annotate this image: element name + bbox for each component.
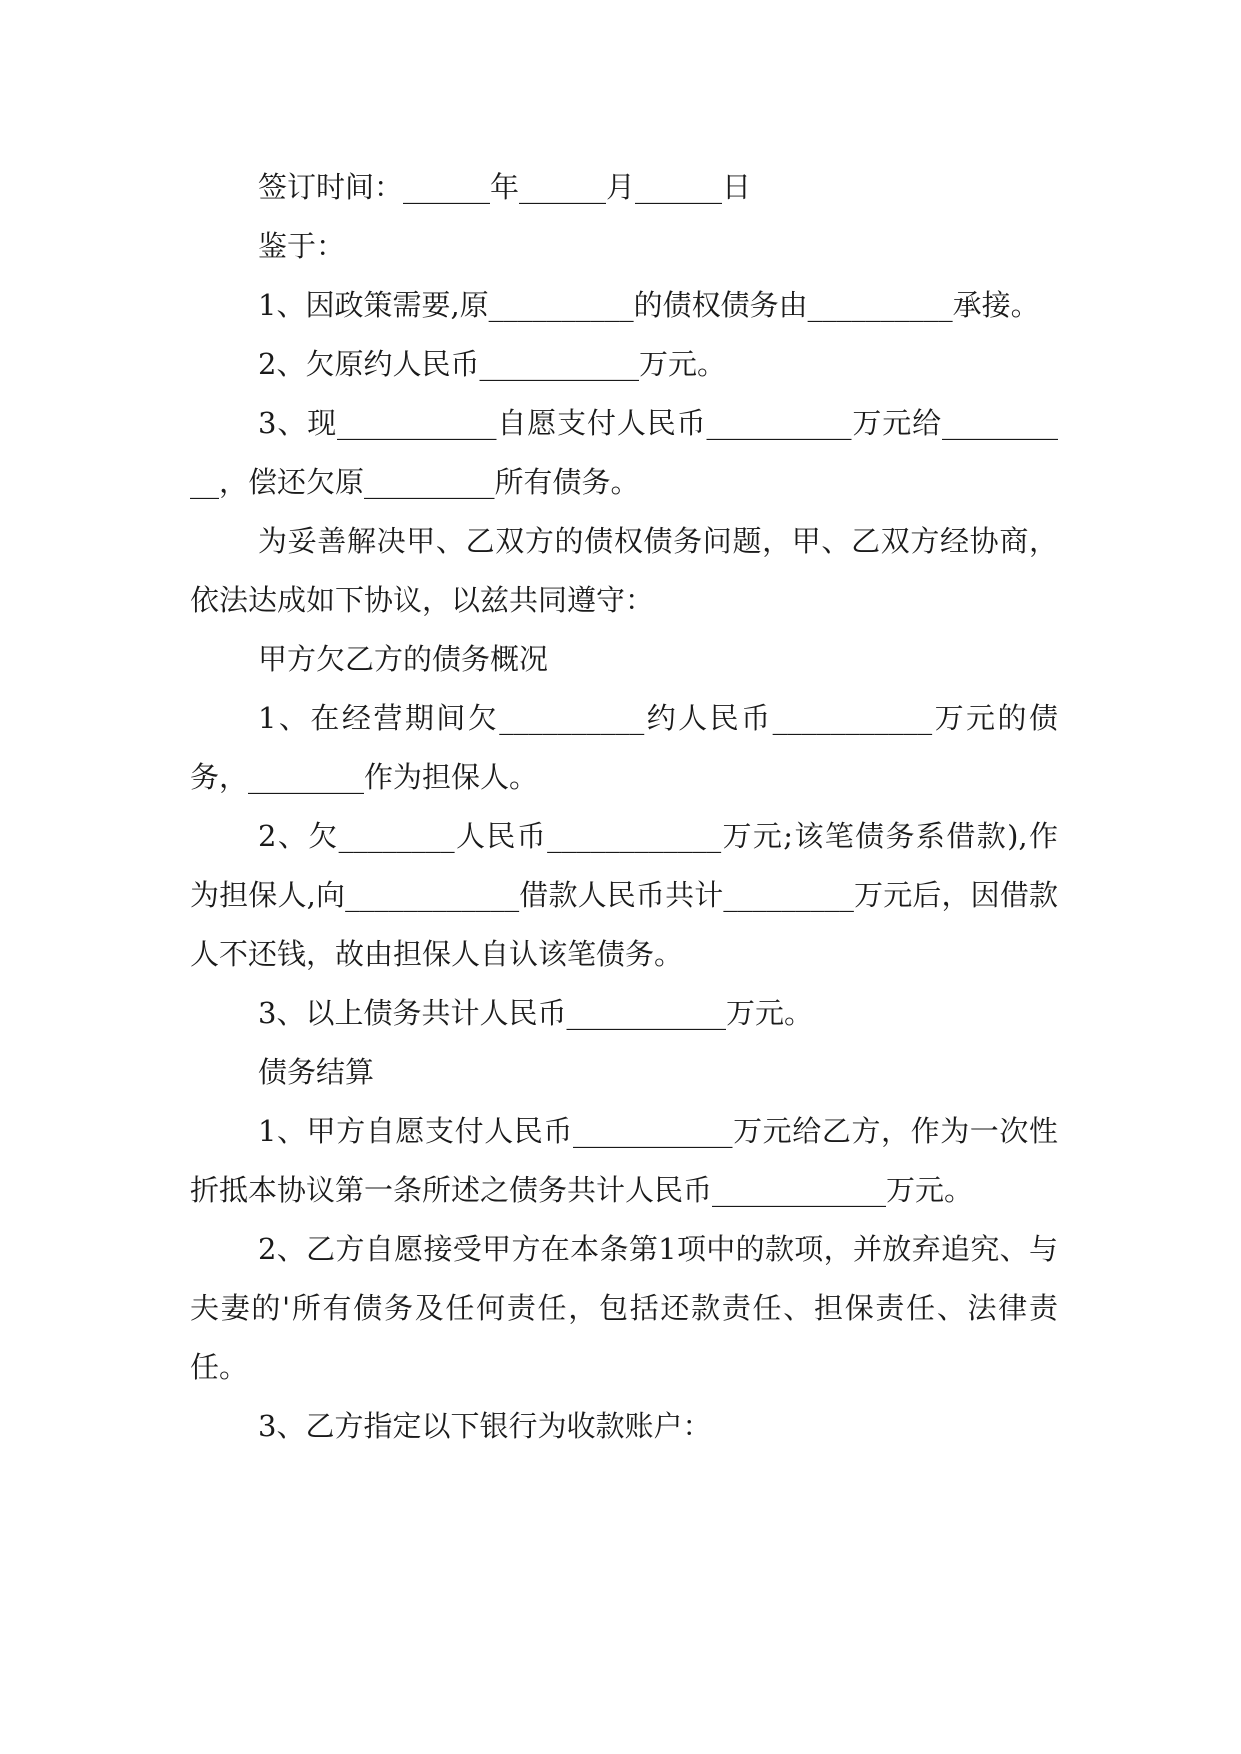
settlement-item-3: 3、乙方指定以下银行为收款账户： [258, 1409, 712, 1443]
section-heading-debt-overview: 甲方欠乙方的债务概况 [258, 642, 549, 676]
whereas-item-3: 3、现___________自愿支付人民币__________万元给__________，偿还欠原_________所有债务。 [190, 406, 1058, 499]
whereas-heading: 鉴于： [258, 229, 346, 263]
whereas-item-1: 1、因政策需要,原__________的债权债务由__________承接。 [258, 288, 1040, 322]
whereas-item-2: 2、欠原约人民币___________万元。 [258, 347, 726, 381]
section-heading-settlement: 债务结算 [258, 1055, 375, 1089]
settlement-item-1: 1、甲方自愿支付人民币___________万元给乙方，作为一次性折抵本协议第一条所述之债务共计人民币____________万元。 [190, 1114, 1058, 1207]
debt-overview-item-1: 1、在经营期间欠__________约人民币___________万元的债务，________作为担保人。 [190, 701, 1058, 794]
document-body [190, 158, 1058, 1456]
purpose-paragraph: 为妥善解决甲、乙双方的债权债务问题，甲、乙双方经协商，依法达成如下协议，以兹共同遵守： [190, 524, 1058, 617]
debt-overview-item-2: 2、欠________人民币____________万元;该笔债务系借款),作为担保人,向____________借款人民币共计_________万元后，因借款人不还钱，故由担保人自认该笔债务。 [190, 819, 1058, 971]
signing-date-line: 签订时间：______年______月______日 [258, 170, 752, 204]
debt-overview-item-3: 3、以上债务共计人民币___________万元。 [258, 996, 813, 1030]
settlement-item-2: 2、乙方自愿接受甲方在本条第1项中的款项，并放弃追究、与夫妻的'所有债务及任何责任，包括还款责任、担保责任、法律责任。 [190, 1232, 1058, 1384]
